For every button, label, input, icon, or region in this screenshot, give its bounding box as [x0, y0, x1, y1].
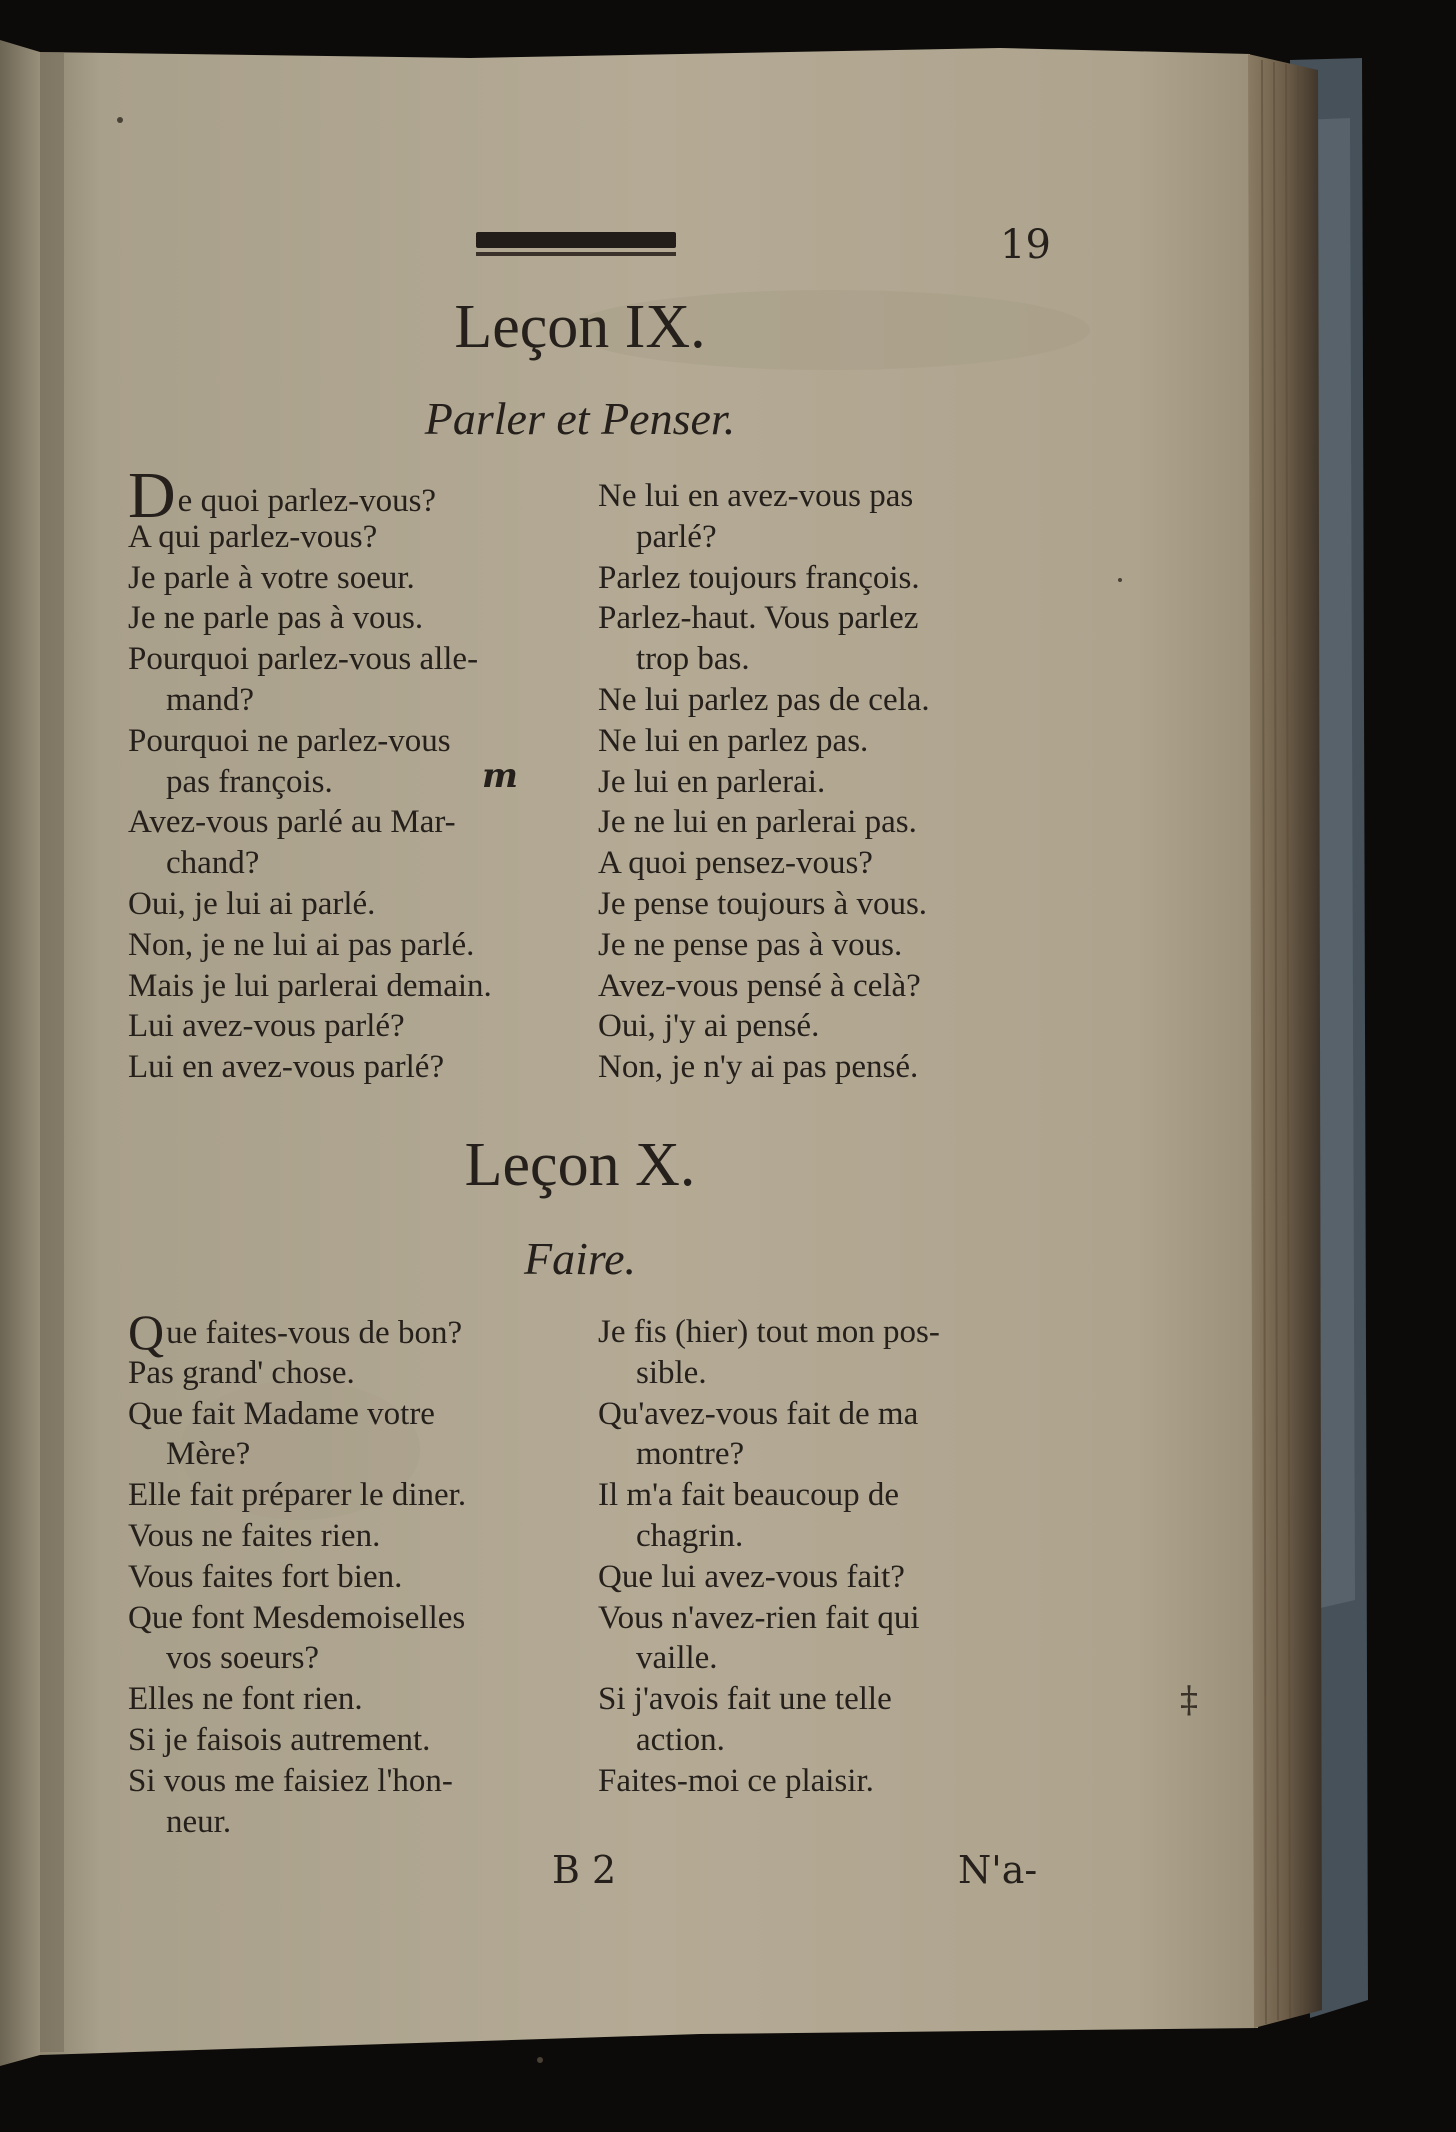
text-line: vos soeurs?: [166, 1640, 320, 1677]
lesson-10-right-column: [598, 1312, 1038, 1802]
text-line: mand?: [166, 681, 254, 718]
text-line: Ne lui en avez-vous pas: [598, 478, 914, 514]
header-rule-thin: [476, 252, 676, 256]
text-line: Pas grand' chose.: [128, 1354, 355, 1391]
text-line: Je fis (hier) tout mon pos-: [598, 1314, 940, 1350]
text-line: Elles ne font rien.: [128, 1681, 363, 1718]
header-rule: [476, 232, 676, 248]
text-line: Que lui avez-vous fait?: [598, 1558, 905, 1595]
text-line: Vous n'avez-rien fait qui: [598, 1599, 920, 1636]
text-line-visible: e quoi parlez-vous?: [177, 483, 437, 519]
text-line: Je ne pense pas à vous.: [598, 926, 903, 963]
text-line: A quoi pensez-vous?: [598, 845, 873, 882]
text-line: parlé?: [636, 518, 717, 555]
lesson-10-title: Leçon X.: [464, 1131, 696, 1199]
text-line: Je lui en parlerai.: [598, 763, 826, 800]
signature-mark: B 2: [552, 1848, 617, 1892]
text-line: Je parle à votre soeur.: [128, 559, 415, 596]
text-line: Que font Mesdemoiselles: [128, 1599, 466, 1636]
text-line: A qui parlez-vous?: [128, 518, 378, 555]
text-line: Pourquoi ne parlez-vous: [128, 722, 451, 759]
text-line: Ne lui parlez pas de cela.: [598, 681, 930, 718]
text-line: neur.: [166, 1803, 232, 1840]
text-line: montre?: [636, 1436, 745, 1473]
text-line: Que fait Madame votre: [128, 1395, 435, 1432]
text-line-visible: ue faites-vous de bon?: [166, 1315, 463, 1351]
margin-mark: ‡: [1180, 1680, 1198, 1721]
text-line: Oui, j'y ai pensé.: [598, 1008, 820, 1045]
lesson-9-right-column: [598, 476, 1038, 1088]
text-line: Je ne lui en parlerai pas.: [598, 804, 917, 841]
text-line: Faites-moi ce plaisir.: [598, 1762, 874, 1799]
drop-cap: Q: [128, 1304, 165, 1360]
text-line: Lui en avez-vous parlé?: [128, 1049, 445, 1086]
text-line: Avez-vous pensé à celà?: [598, 967, 921, 1004]
catchword: N'a-: [958, 1848, 1038, 1892]
text-line: Si j'avois fait une telle: [598, 1681, 892, 1718]
text-line: Parlez-haut. Vous parlez: [598, 600, 919, 637]
text-line: Vous ne faites rien.: [128, 1517, 381, 1554]
drop-cap: D: [128, 459, 176, 532]
text-line: Lui avez-vous parlé?: [128, 1008, 405, 1045]
text-line: chagrin.: [636, 1517, 744, 1554]
text-line: Vous faites fort bien.: [128, 1558, 403, 1595]
text-line: action.: [636, 1721, 725, 1758]
text-line: [128, 1304, 568, 1360]
lesson-9-subtitle: Parler et Penser.: [424, 393, 736, 444]
handwritten-annotation: m: [482, 756, 518, 796]
lesson-10-left-column: [128, 1304, 568, 1842]
text-line: Ne lui en parlez pas.: [598, 722, 869, 759]
text-line: Oui, je lui ai parlé.: [128, 885, 376, 922]
text-line: [128, 459, 568, 532]
text-line: Je pense toujours à vous.: [598, 885, 928, 922]
text-line: Non, je n'y ai pas pensé.: [598, 1049, 919, 1086]
text-line: Mère?: [166, 1436, 251, 1473]
text-line: Parlez toujours françois.: [598, 559, 920, 596]
text-line: Avez-vous parlé au Mar-: [128, 804, 456, 841]
text-line: chand?: [166, 845, 260, 882]
text-line: Il m'a fait beaucoup de: [598, 1477, 899, 1514]
text-line: Elle fait préparer le diner.: [128, 1477, 467, 1514]
text-line: Non, je ne lui ai pas parlé.: [128, 926, 475, 963]
text-line: trop bas.: [636, 641, 750, 678]
text-line: sible.: [636, 1354, 707, 1391]
text-line: Mais je lui parlerai demain.: [128, 967, 492, 1004]
text-line: Je ne parle pas à vous.: [128, 600, 424, 637]
page-number: 19: [1000, 222, 1051, 268]
text-line: pas françois.: [166, 763, 333, 800]
text-line: Si vous me faisiez l'hon-: [128, 1762, 453, 1799]
lesson-9-title: Leçon IX.: [454, 293, 706, 361]
text-line: vaille.: [636, 1640, 718, 1677]
text-line: Qu'avez-vous fait de ma: [598, 1395, 919, 1432]
lesson-10-subtitle: Faire.: [524, 1233, 636, 1284]
text-line: Si je faisois autrement.: [128, 1721, 431, 1758]
text-line: Pourquoi parlez-vous alle-: [128, 641, 479, 678]
